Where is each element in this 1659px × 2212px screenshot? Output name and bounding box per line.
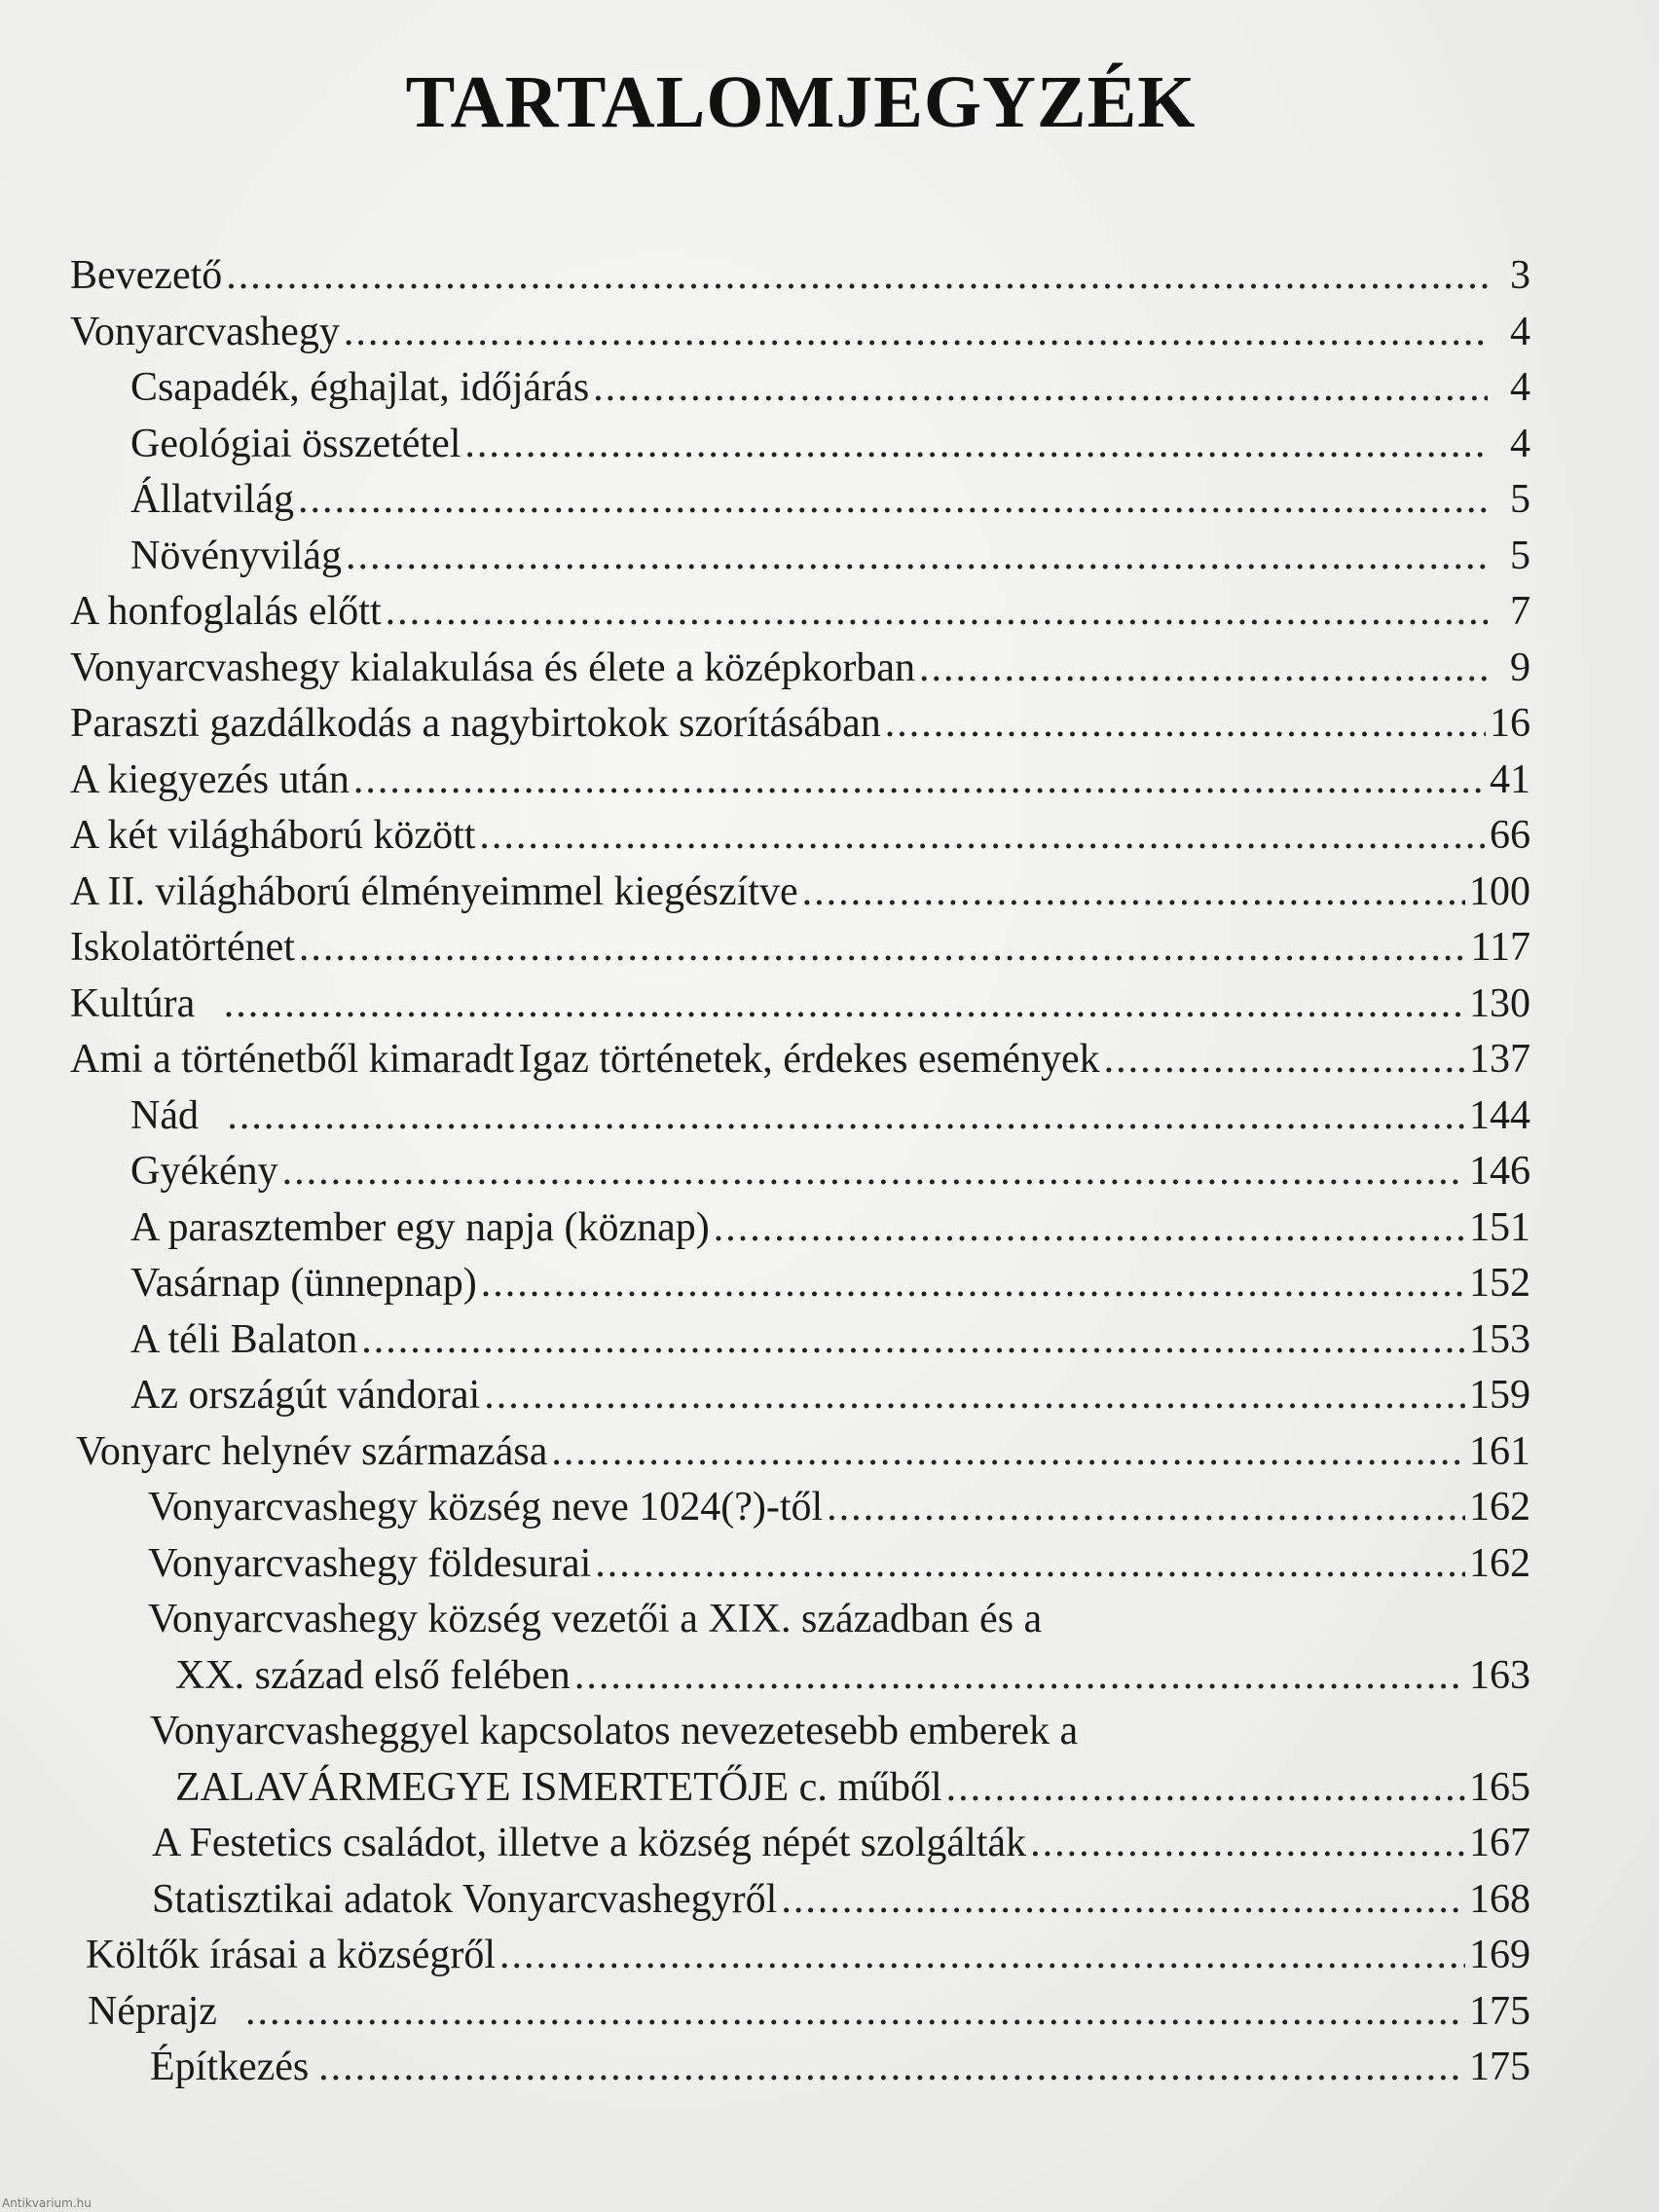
toc-entry-label: A parasztember egy napja (köznap) [130,1204,710,1250]
toc-entry-first-line [70,1704,1530,1760]
toc-entry [70,417,1530,473]
toc-entry-page: 153 [1469,1316,1530,1362]
toc-entry-label: Növényvilág [130,533,342,578]
toc-entry [70,808,1530,865]
toc-entry-page: 9 [1510,645,1530,690]
dot-leader [464,417,1488,473]
dot-leader [484,1368,1465,1424]
toc-entry-page: 66 [1490,813,1530,858]
toc-entry-label: Költők írásai a községről [86,1933,497,1977]
toc-entry-label: Vonyarcvashegy [70,309,340,354]
toc-entry-label: Nád [130,1092,199,1138]
toc-entry-page: 5 [1510,533,1530,578]
toc-entry-page: 167 [1469,1821,1530,1865]
dot-leader [227,1088,1465,1145]
toc-entry [70,1368,1530,1424]
dot-leader [226,248,1488,305]
toc-entry-label: A honfoglalás előtt [70,589,382,634]
toc-entry-label: Vonyarc helynév származása [76,1428,548,1474]
toc-entry [70,977,1530,1033]
toc-entry-label: Paraszti gazdálkodás a nagybirtokok szorításában [70,701,881,746]
dot-leader [481,1256,1465,1312]
toc-entry [70,1256,1530,1312]
toc-entry-page: 168 [1469,1876,1530,1922]
toc-entry-page: 4 [1510,365,1530,410]
toc-entry [70,529,1530,585]
toc-entry-label: A II. világháború élményeimmel kiegészítve [70,868,798,914]
dot-leader [479,808,1486,865]
toc-entry-label: Vasárnap (ünnepnap) [130,1261,477,1306]
page-title: TARTALOMJEGYZÉK [405,61,1197,143]
toc-entry [70,360,1530,417]
dot-leader [885,696,1486,753]
toc-entry-page: 146 [1469,1149,1530,1194]
toc-entry-label: Geológiai összetétel [130,421,461,466]
toc-entry-page: 16 [1490,701,1530,746]
toc-entry [70,1200,1530,1257]
toc-entry-page: 175 [1469,1988,1530,2034]
toc-entry-page: 144 [1469,1092,1530,1138]
toc-entry-label: A Festetics családot, illetve a község népét szolgálták [152,1821,1027,1865]
toc-entry [70,472,1530,529]
toc-entry [70,753,1530,809]
toc-entry-label-continued: ZALAVÁRMEGYE ISMERTETŐJE c. műből [175,1764,942,1810]
watermark-text: Antikvarium.hu [2,2196,92,2210]
toc-entry [70,1032,1530,1088]
toc-entry-label: Vonyarcvashegy község vezetői a XIX. században és a [148,1597,1043,1641]
toc-entry-page: 175 [1469,2045,1530,2089]
toc-entry [70,1088,1530,1145]
toc-entry-label: Ami a történetből kimaradt [70,1037,515,1082]
toc-entry-label: A két világháború között [70,813,476,858]
toc-entry [70,1928,1530,1984]
toc-entry [70,1536,1530,1593]
toc-entry [70,1872,1530,1929]
toc-entry-page: 130 [1469,980,1530,1026]
dot-leader [574,1648,1465,1705]
toc-entry-page: 3 [1510,253,1530,298]
toc-entry-label: Gyékény [130,1149,278,1194]
toc-entry [70,584,1530,641]
toc-entry-first-line [70,1592,1530,1648]
dot-leader [1030,1816,1465,1872]
toc-entry [70,305,1530,361]
toc-entry [70,641,1530,697]
toc-entry-label-continued: XX. század első felében [175,1652,571,1698]
dot-leader [827,1480,1465,1536]
dot-leader [245,1984,1465,2041]
toc-entry-page: 5 [1510,477,1530,522]
dot-leader [344,305,1488,361]
table-of-contents [70,248,1530,2096]
toc-entry-page: 152 [1469,1261,1530,1306]
dot-leader [346,529,1488,585]
dot-leader [595,1536,1465,1593]
dot-leader [802,865,1465,921]
toc-entry-page: 162 [1469,1540,1530,1586]
toc-entry-page: 169 [1469,1933,1530,1977]
toc-entry [70,1480,1530,1536]
toc-entry-page: 7 [1510,589,1530,634]
toc-entry [70,1312,1530,1369]
toc-entry-sublabel: Igaz történetek, érdekes események [518,1037,1100,1082]
toc-entry-label: Néprajz [88,1988,217,2034]
toc-entry-label: Állatvilág [130,477,294,522]
toc-entry-page: 161 [1469,1428,1530,1474]
toc-entry [70,865,1530,921]
toc-entry-page: 4 [1510,309,1530,354]
toc-entry-label: A kiegyezés után [70,756,350,802]
toc-entry-page: 117 [1470,925,1530,970]
toc-entry-page: 162 [1469,1485,1530,1530]
dot-leader [946,1760,1465,1817]
toc-entry-page: 137 [1469,1037,1530,1082]
toc-entry-page: 163 [1469,1652,1530,1698]
toc-entry-page: 159 [1469,1373,1530,1418]
dot-leader [714,1200,1465,1257]
dot-leader [299,920,1467,977]
toc-entry [70,2040,1530,2096]
dot-leader [318,2040,1465,2096]
toc-entry-page: 41 [1490,756,1530,802]
dot-leader [361,1312,1465,1369]
dot-leader [353,753,1486,809]
toc-entry [70,920,1530,977]
toc-entry-label: Vonyarcvashegy földesurai [148,1540,592,1586]
toc-entry [70,1424,1530,1481]
dot-leader [551,1424,1465,1481]
toc-entry-label: A téli Balaton [130,1316,358,1362]
dot-leader [1104,1032,1465,1088]
dot-leader [224,977,1465,1033]
toc-entry-page: 4 [1510,421,1530,466]
toc-entry-label: Csapadék, éghajlat, időjárás [130,365,590,410]
toc-entry [70,1144,1530,1200]
toc-entry-label: Építkezés [150,2045,310,2089]
dot-leader [919,641,1488,697]
toc-entry-label: Statisztikai adatok Vonyarcvashegyről [152,1876,778,1922]
toc-entry [70,1648,1530,1705]
toc-entry [70,1816,1530,1872]
dot-leader [386,584,1488,641]
dot-leader [298,472,1488,529]
toc-entry-label: Vonyarcvashegy község neve 1024(?)-től [148,1485,824,1530]
dot-leader [593,360,1488,417]
toc-entry [70,696,1530,753]
toc-entry-label: Iskolatörténet [70,925,295,970]
toc-entry-label: Bevezető [70,253,223,298]
toc-entry-page: 165 [1469,1764,1530,1810]
dot-leader [282,1144,1465,1200]
toc-entry [70,1984,1530,2041]
toc-entry-label: Kultúra [70,980,196,1026]
toc-entry-label: Vonyarcvashegy kialakulása és élete a középkorban [70,645,916,690]
toc-entry-label: Vonyarcvasheggyel kapcsolatos nevezetesebb emberek a [150,1709,1079,1753]
dot-leader [499,1928,1465,1984]
toc-entry-page: 100 [1469,868,1530,914]
toc-entry [70,248,1530,305]
toc-entry-page: 151 [1469,1204,1530,1250]
toc-entry [70,1760,1530,1817]
toc-entry-label: Az országút vándorai [130,1373,481,1418]
dot-leader [781,1872,1465,1929]
